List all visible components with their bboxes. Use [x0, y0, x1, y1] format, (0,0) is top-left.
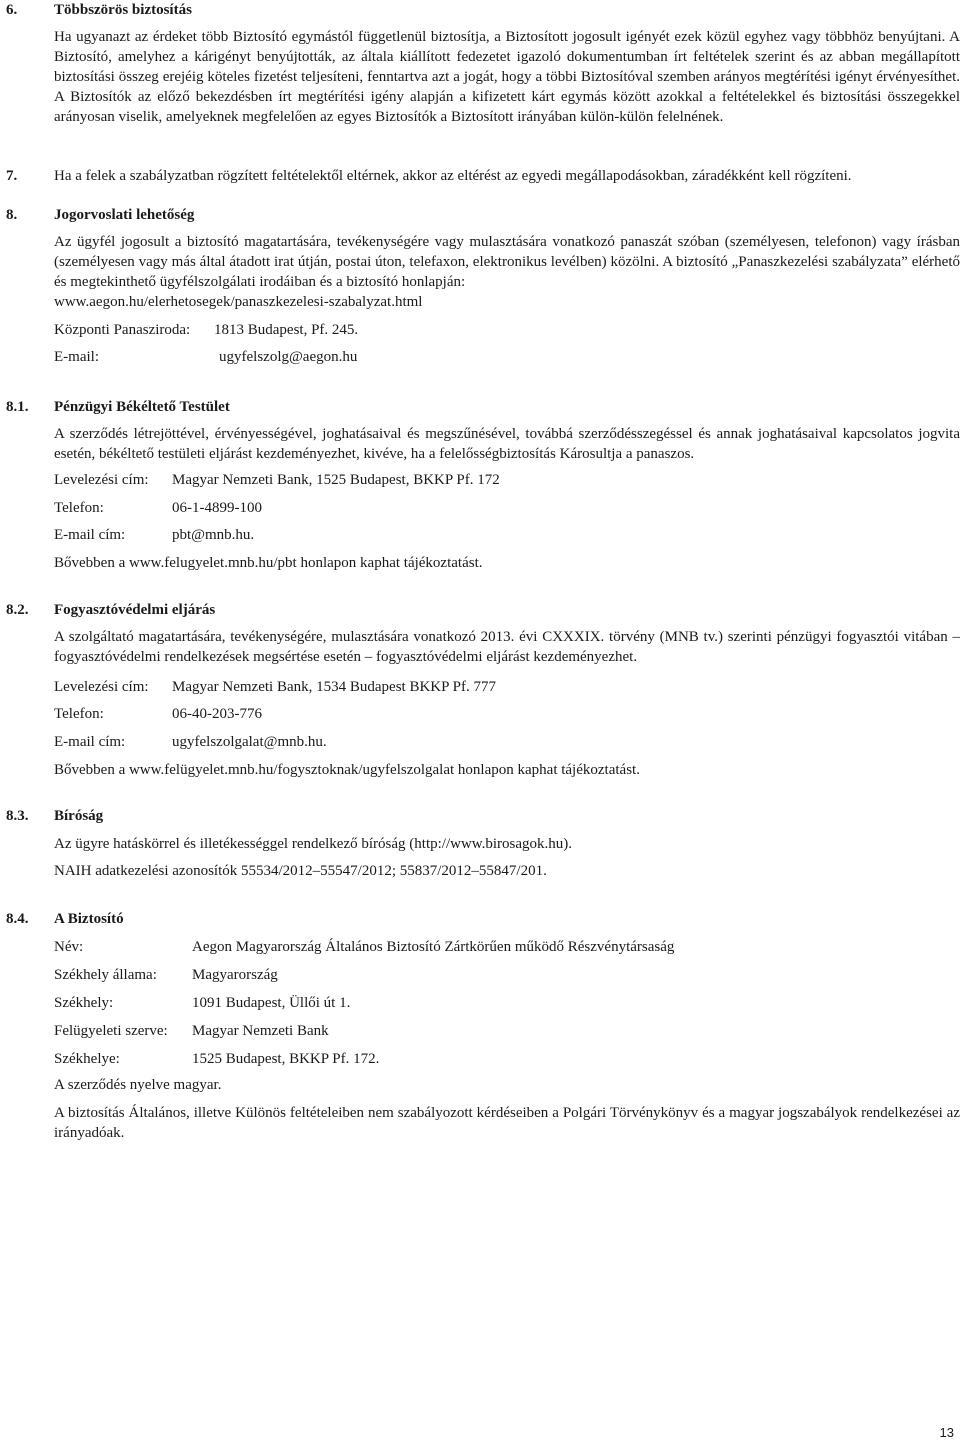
- complaint-policy-link[interactable]: www.aegon.hu/elerhetosegek/panaszkezelesi-szabalyzat.html: [54, 294, 423, 310]
- more-info-text: Bővebben a www.felügyelet.mnb.hu/fogysztoknak/ugyfelszolgalat honlapon kaphat tájékoztatást.: [54, 762, 640, 778]
- language-row: [54, 1075, 221, 1095]
- email-label: E-mail cím:: [54, 734, 126, 750]
- insurer-row: [54, 965, 278, 985]
- section-number: 8.4.: [6, 911, 29, 927]
- section-paragraph: Ha ugyanazt az érdeket több Biztosító egymástól függetlenül biztosítja, a Biztosított jogosult igényét ezek közül egyhez vagy többhöz benyújtani. A Biztosító, amelyhez a kárigényt benyújtották, az általa kiállított fedezetet igazoló dokumentumban írt feltételek szerint és az abban megállapított biztosítási összeg erejéig köteles fizetést teljesíteni, fenntartva azt a jogát, hogy a többi Biztosítóval szemben arányos megtérítési igényt érvényesíthet. A Biztosítók az előző bekezdésben írt megtérítési igény alapján a kifizetett kárt egymás között azokkal a feltételekkel és biztosítási összegekkel arányosan viselik, amelyeknek megfelelően az egyes Biztosítók a Biztosított irányában külön-külön felelnének.: [54, 29, 960, 125]
- section-number: 8.1.: [6, 399, 29, 415]
- email-label: E-mail cím:: [54, 527, 126, 543]
- insurer-value: 1525 Budapest, BKKP Pf. 172.: [192, 1051, 380, 1067]
- section-paragraph: A szolgáltató magatartására, tevékenységére, mulasztására vonatkozó 2013. évi CXXXIX. törvény (MNB tv.) szerinti pénzügyi fogyasztói vitában – fogyasztóvédelmi rendelkezések megsértése esetén – fogyasztóvédelmi eljárást kezdeményezhet.: [54, 629, 960, 665]
- insurer-value: Magyarország: [192, 967, 278, 983]
- insurer-value: Magyar Nemzeti Bank: [192, 1023, 329, 1039]
- phone-label: Telefon:: [54, 500, 104, 516]
- mail-label: Levelezési cím:: [54, 679, 149, 695]
- section-title: Jogorvoslati lehetőség: [54, 207, 195, 223]
- section-title: Pénzügyi Békéltető Testület: [54, 399, 230, 415]
- office-row: [54, 320, 358, 340]
- section-paragraph: Az ügyfél jogosult a biztosító magatartására, tevékenységére vagy mulasztására vonatkozó panaszát szóban (személyesen, telefonon) vagy írásban (személyesen vagy más által átadott irat útján, postai úton, telefaxon, elektronikus levélben) közölni. A biztosító „Panaszkezelési szabályzata” elérhető és megtekinthető ügyfélszolgálati irodáiban és a biztosító honlapján:: [54, 234, 960, 290]
- insurer-label: Székhely állama:: [54, 967, 157, 983]
- section-number: 7.: [6, 168, 18, 184]
- section-paragraph: A szerződés létrejöttével, érvényességével, joghatásaival és megszűnésével, továbbá szerződésszegéssel és annak joghatásaival kapcsolatos jogvita esetén, békéltető testületi eljárást kezdeményezhet, kivéve, ha a felelősségbiztosítás Károsultja a panaszos.: [54, 426, 960, 462]
- more-info-text: Bővebben a www.felugyelet.mnb.hu/pbt honlapon kaphat tájékoztatást.: [54, 555, 483, 571]
- insurer-label: Székhely:: [54, 995, 114, 1011]
- section-title: A Biztosító: [54, 911, 124, 927]
- insurer-value: 1091 Budapest, Üllői út 1.: [192, 995, 351, 1011]
- email-link[interactable]: ugyfelszolgalat@mnb.hu.: [172, 734, 327, 750]
- office-label: Központi Panasziroda:: [54, 322, 191, 338]
- email-link[interactable]: ugyfelszolg@aegon.hu: [219, 349, 358, 365]
- insurer-row: [54, 937, 674, 957]
- email-row: [54, 732, 327, 752]
- phone-row: [54, 704, 262, 724]
- section-paragraph: Ha a felek a szabályzatban rögzített feltételektől eltérnek, akkor az eltérést az egyedi megállapodásokban, záradékként kell rögzíteni.: [54, 168, 852, 184]
- section-title: Bíróság: [54, 808, 104, 824]
- insurer-label: Név:: [54, 939, 84, 955]
- language-text: A szerződés nyelve magyar.: [54, 1077, 222, 1093]
- phone-value: 06-40-203-776: [172, 706, 262, 722]
- insurer-row: [54, 1021, 329, 1041]
- email-row: [54, 347, 357, 367]
- insurer-label: Felügyeleti szerve:: [54, 1023, 168, 1039]
- court-row: [54, 834, 572, 854]
- mail-value: Magyar Nemzeti Bank, 1525 Budapest, BKKP Pf. 172: [172, 472, 500, 488]
- section-number: 6.: [6, 2, 18, 18]
- page-number: 13: [939, 1425, 954, 1440]
- mail-row: [54, 470, 500, 490]
- insurer-row: [54, 993, 350, 1013]
- court-text: Az ügyre hatáskörrel és illetékességgel rendelkező bíróság (http://www.birosagok.hu).: [54, 836, 573, 852]
- phone-row: [54, 498, 262, 518]
- mail-label: Levelezési cím:: [54, 472, 149, 488]
- section-number: 8.3.: [6, 808, 29, 824]
- section-title: Többszörös biztosítás: [54, 2, 192, 18]
- email-row: [54, 525, 254, 545]
- section-number: 8.2.: [6, 602, 29, 618]
- naih-text: NAIH adatkezelési azonosítók 55534/2012–55547/2012; 55837/2012–55847/201.: [54, 863, 547, 879]
- closing-paragraph: A biztosítás Általános, illetve Különös feltételeiben nem szabályozott kérdéseiben a Polgári Törvénykönyv és a magyar jogszabályok rendelkezései az irányadóak.: [54, 1105, 960, 1141]
- office-value: 1813 Budapest, Pf. 245.: [214, 322, 359, 338]
- section-title: Fogyasztóvédelmi eljárás: [54, 602, 216, 618]
- email-link[interactable]: pbt@mnb.hu.: [172, 527, 255, 543]
- email-label: E-mail:: [54, 349, 99, 365]
- insurer-row: [54, 1049, 379, 1069]
- mail-row: [54, 677, 496, 697]
- more-info-row: [54, 553, 483, 573]
- phone-label: Telefon:: [54, 706, 104, 722]
- insurer-label: Székhelye:: [54, 1051, 120, 1067]
- insurer-value: Aegon Magyarország Általános Biztosító Zártkörűen működő Részvénytársaság: [192, 939, 675, 955]
- more-info-row: [54, 760, 640, 780]
- mail-value: Magyar Nemzeti Bank, 1534 Budapest BKKP Pf. 777: [172, 679, 496, 695]
- section-number: 8.: [6, 207, 18, 223]
- naih-row: [54, 861, 547, 881]
- phone-value: 06-1-4899-100: [172, 500, 262, 516]
